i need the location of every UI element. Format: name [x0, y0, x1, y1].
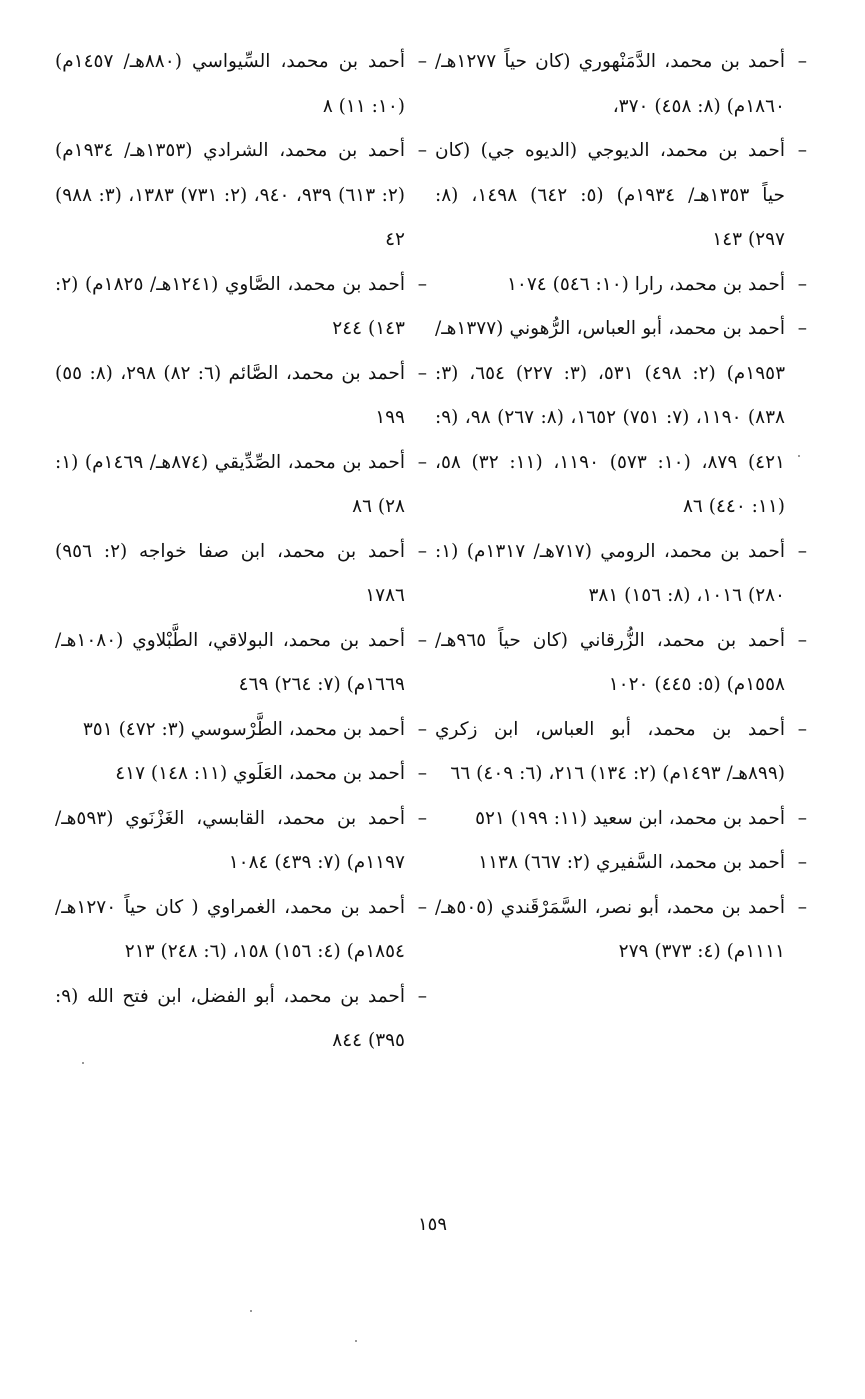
entry-text: أحمد بن محمد، أبو الفضل، ابن فتح الله (٩: ٣٩٥) ٨٤٤ — [55, 985, 405, 1051]
entry-dash: – — [797, 718, 807, 740]
index-entry — [55, 886, 427, 975]
entry-text: أحمد بن محمد، الرومي (٧١٧هـ/ ١٣١٧م) (١: ٢٨٠) ١٠١٦، (٨: ١٥٦) ٣٨١ — [435, 540, 785, 606]
entry-text: أحمد بن محمد، الصِّدِّيقي (٨٧٤هـ/ ١٤٦٩م) (١: ٢٨) ٨٦ — [55, 451, 406, 517]
entry-text: أحمد بن محمد، السَّفيري (٢: ٦٦٧) ١١٣٨ — [478, 852, 785, 873]
entry-dash: – — [797, 896, 807, 918]
scan-speck — [355, 1340, 357, 1342]
index-entry — [435, 530, 807, 619]
entry-text: أحمد بن محمد، أبو العباس، ابن زكري (٨٩٩هـ/ ١٤٩٣م) (٢: ١٣٤) ٢١٦، (٦: ٤٠٩) ٦٦ — [435, 718, 785, 784]
entry-text: أحمد بن محمد، البولاقي، الطَّبْلاوي (١٠٨٠هـ/ ١٦٦٩م) (٧: ٢٦٤) ٤٦٩ — [55, 629, 405, 695]
entry-dash: – — [797, 318, 807, 339]
page-number: ١٥٩ — [417, 1214, 447, 1235]
index-entry — [55, 752, 427, 797]
index-entry — [435, 307, 807, 530]
entry-text: أحمد بن محمد، الزُّرقاني (كان حياً ٩٦٥هـ/ ١٥٥٨م) (٥: ٤٤٥) ١٠٢٠ — [435, 629, 785, 695]
index-entry — [435, 263, 807, 308]
entry-text: أحمد بن محمد، رارا (١٠: ٥٤٦) ١٠٧٤ — [506, 273, 785, 295]
entry-dash: – — [417, 807, 427, 829]
index-entry — [435, 841, 807, 886]
entry-dash: – — [797, 273, 807, 295]
entry-dash: – — [417, 629, 427, 651]
index-entry — [55, 530, 427, 619]
index-entry — [435, 886, 807, 975]
entry-text: أحمد بن محمد، ابن سعيد (١١: ١٩٩) ٥٢١ — [475, 807, 785, 829]
entry-text: أحمد بن محمد، الصَّاوي (١٢٤١هـ/ ١٨٢٥م) (٢: ١٤٣) ٢٤٤ — [55, 273, 405, 339]
entry-dash: – — [417, 763, 427, 784]
entry-text: أحمد بن محمد، الغمراوي ( كان حياً ١٢٧٠هـ/ ١٨٥٤م) (٤: ١٥٦) ١٥٨، (٦: ٢٤٨) ٢١٣ — [55, 896, 405, 962]
entry-dash: – — [797, 852, 807, 873]
index-entry — [55, 263, 427, 352]
entry-text: أحمد بن محمد، العَلَوي (١١: ١٤٨) ٤١٧ — [115, 763, 405, 784]
index-entry — [55, 797, 427, 886]
entry-dash: – — [797, 807, 807, 829]
index-entry — [435, 619, 807, 708]
entry-dash: – — [417, 273, 427, 295]
index-entry — [435, 708, 807, 797]
entry-dash: – — [417, 985, 427, 1007]
entry-text: أحمد بن محمد، الصَّائم (٦: ٨٢) ٢٩٨، (٨: ٥٥) ١٩٩ — [55, 362, 405, 428]
entry-dash: – — [797, 51, 807, 72]
index-entry — [55, 441, 427, 530]
entry-text: أحمد بن محمد، الديوجي (الديوه جي) (كان حياً ١٣٥٣هـ/ ١٩٣٤م) (٥: ٦٤٢) ١٤٩٨، (٨: ٢٩٧) ١٤٣ — [435, 140, 785, 250]
index-entry — [55, 129, 427, 263]
entry-text: أحمد بن محمد، ابن صفا خواجه (٢: ٩٥٦) ١٧٨٦ — [55, 540, 405, 606]
right-column — [435, 40, 807, 975]
index-entry — [55, 975, 427, 1064]
entry-dash: – — [417, 451, 427, 473]
entry-dash: – — [417, 540, 427, 562]
entry-dash: – — [417, 718, 427, 740]
entry-text: أحمد بن محمد، السِّيواسي (٨٨٠هـ/ ١٤٥٧م) (١٠: ١١) ٨ — [55, 51, 405, 117]
entry-text: أحمد بن محمد، الشرادي (١٣٥٣هـ/ ١٩٣٤م) (٢: ٦١٣) ٩٣٩، ٩٤٠، (٢: ٧٣١) ١٣٨٣، (٣: ٩٨٨) ٤٢ — [55, 140, 405, 250]
scan-speck — [798, 455, 800, 457]
index-entry — [55, 40, 427, 129]
entry-dash: – — [417, 51, 427, 72]
scan-speck — [82, 1062, 84, 1064]
entry-dash: – — [797, 140, 807, 161]
index-entry — [55, 619, 427, 708]
entry-text: أحمد بن محمد، أبو نصر، السَّمَرْقَندي (٥٠٥هـ/ ١١١١م) (٤: ٣٧٣) ٢٧٩ — [435, 896, 785, 962]
entry-dash: – — [797, 540, 807, 562]
index-entry — [55, 352, 427, 441]
entry-text: أحمد بن محمد، القابسي، الغَزْنَوي (٥٩٣هـ/ ١١٩٧م) (٧: ٤٣٩) ١٠٨٤ — [55, 807, 405, 873]
entry-dash: – — [417, 140, 427, 161]
entry-dash: – — [417, 896, 427, 918]
index-entry — [435, 129, 807, 263]
entry-text: أحمد بن محمد، الدَّمَنْهوري (كان حياً ١٢٧٧هـ/ ١٨٦٠م) (٨: ٤٥٨) ٣٧٠، — [435, 51, 785, 117]
index-entry — [435, 40, 807, 129]
left-column — [55, 40, 427, 1064]
scan-speck — [250, 1310, 252, 1312]
entry-text: أحمد بن محمد، أبو العباس، الرُّهوني (١٣٧٧هـ/ ١٩٥٣م) (٢: ٤٩٨) ٥٣١، (٣: ٢٢٧) ٦٥٤، (٣: ٨٣٨) ١١٩٠، (٧: ٧٥١) ١٦٥٢، (٨: ٢٦٧) ٩٨، (٩: ٤٢١) ٨٧٩، (١٠: ٥٧٣) ١١٩٠، (١١: ٣٢) ٥٨، (١١: ٤٤٠) ٨٦ — [435, 318, 786, 517]
entry-text: أحمد بن محمد، الطَّرْسوسي (٣: ٤٧٢) ٣٥١ — [82, 718, 405, 740]
entry-dash: – — [417, 362, 427, 384]
index-entry — [55, 708, 427, 753]
index-entry — [435, 797, 807, 842]
entry-dash: – — [797, 629, 807, 651]
